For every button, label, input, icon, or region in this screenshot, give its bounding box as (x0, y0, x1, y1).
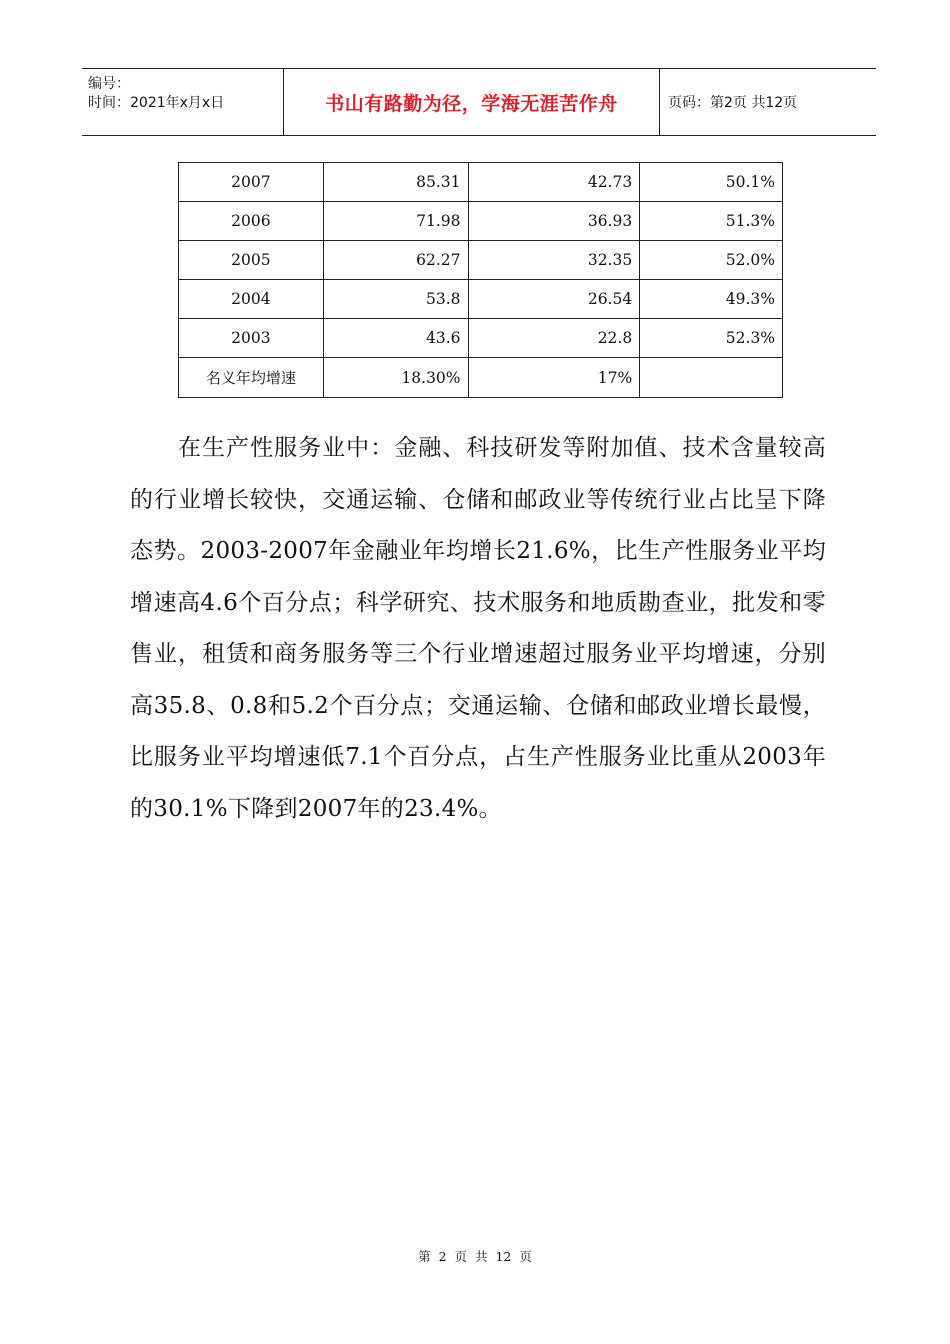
header-page-info: 页码：第2页 共12页 (668, 95, 798, 111)
document-number-label: 编号： (88, 76, 130, 92)
header-motto: 书山有路勤为径，学海无涯苦作舟 (284, 69, 660, 135)
table-cell-year: 2004 (179, 280, 324, 319)
table-cell: 43.6 (323, 319, 468, 358)
table-cell-year: 2007 (179, 163, 324, 202)
table-cell: 42.73 (468, 163, 640, 202)
table-cell-share: 50.1% (640, 163, 783, 202)
page-footer: 第 2 页 共 12 页 (418, 1249, 532, 1264)
table-cell: 22.8 (468, 319, 640, 358)
body-paragraph: 在生产性服务业中：金融、科技研发等附加值、技术含量较高的行业增长较快，交通运输、仓储和邮政业等传统行业占比呈下降态势。2003-2007年金融业年均增长21.6%，比生产性服务业平均增速高4.6个百分点；科学研究、技术服务和地质勘查业，批发和零售业，租赁和商务服务等三个行业增速超过服务业平均增速，分别高35.8、0.8和5.2个百分点；交通运输、仓储和邮政业增长最慢，比服务业平均增速低7.1个百分点，占生产性服务业比重从2003年的30.1%下降到2007年的23.4%。 (130, 435, 826, 822)
table-cell: 36.93 (468, 202, 640, 241)
header-meta (82, 69, 284, 135)
table-row-growth-rate (179, 358, 783, 398)
table-cell: 71.98 (323, 202, 468, 241)
document-time-label: 时间：2021年x月x日 (88, 95, 225, 111)
table-cell: 18.30% (323, 358, 468, 398)
table-row (179, 319, 783, 358)
table-cell-share: 52.3% (640, 319, 783, 358)
table-cell-label: 名义年均增速 (179, 358, 324, 398)
table-cell: 17% (468, 358, 640, 398)
table-cell-empty (640, 358, 783, 398)
table-cell-share: 49.3% (640, 280, 783, 319)
table-row (179, 241, 783, 280)
table-cell-share: 51.3% (640, 202, 783, 241)
table-cell: 53.8 (323, 280, 468, 319)
table-row (179, 163, 783, 202)
statistics-table (178, 162, 783, 398)
page-header (82, 68, 876, 136)
table-cell-year: 2003 (179, 319, 324, 358)
table-cell-share: 52.0% (640, 241, 783, 280)
table-cell-year: 2006 (179, 202, 324, 241)
table-cell: 26.54 (468, 280, 640, 319)
table-cell: 62.27 (323, 241, 468, 280)
table-cell: 85.31 (323, 163, 468, 202)
table-row (179, 202, 783, 241)
table-cell: 32.35 (468, 241, 640, 280)
table-row (179, 280, 783, 319)
table-cell-year: 2005 (179, 241, 324, 280)
